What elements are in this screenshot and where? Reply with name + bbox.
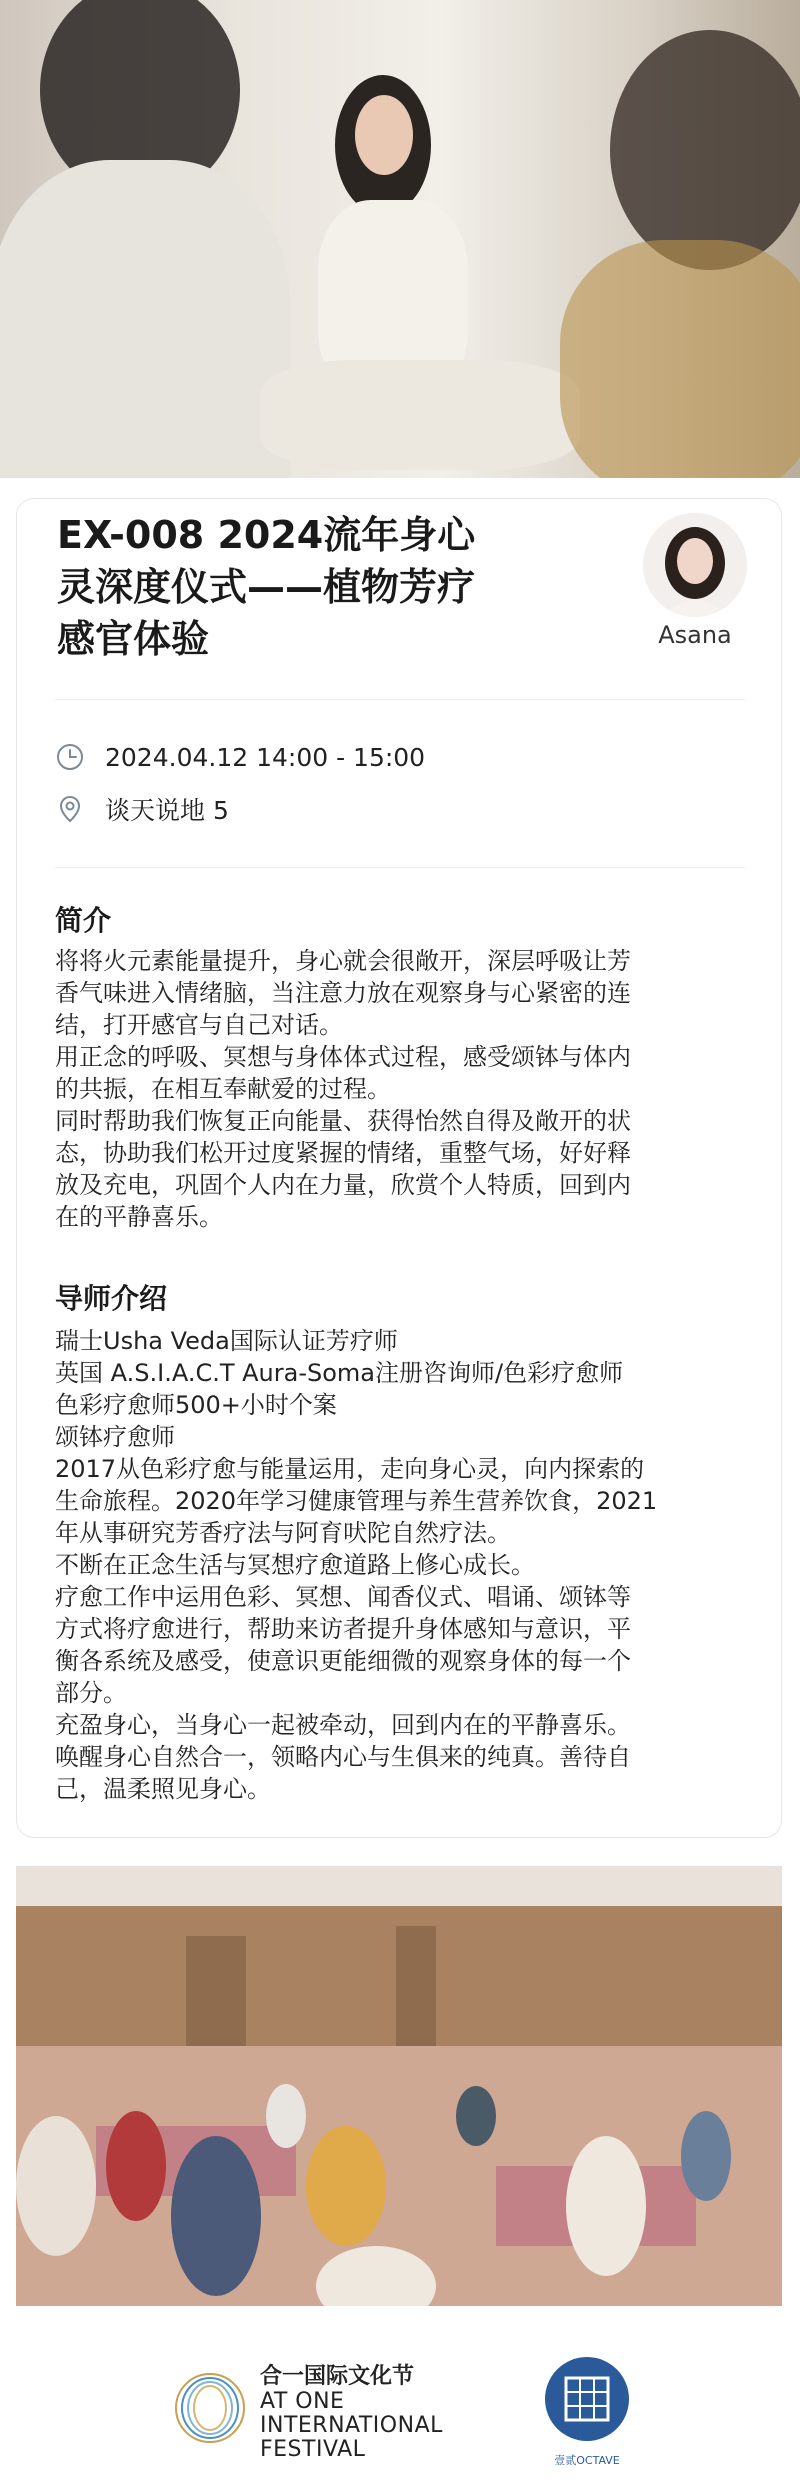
mentor-line: 年从事研究芳香疗法与阿育吠陀自然疗法。 <box>55 1519 511 1547</box>
logo-english-line: FESTIVAL <box>260 2437 366 2462</box>
location-pin-icon <box>55 794 85 824</box>
mentor-line: 己，温柔照见身心。 <box>55 1775 271 1803</box>
hero-figure-left-body <box>0 160 290 478</box>
hero-figure-right-body <box>560 240 800 478</box>
event-title <box>57 509 577 665</box>
mentor-line: 颂钵疗愈师 <box>55 1423 175 1451</box>
intro-line: 态，协助我们松开过度紧握的情绪，重整气场，好好释 <box>55 1139 631 1167</box>
mentor-line: 充盈身心，当身心一起被牵动，回到内在的平静喜乐。 <box>55 1711 631 1739</box>
location-row <box>55 791 229 827</box>
logo-english-line: AT ONE <box>260 2389 345 2414</box>
mentor-line: 生命旅程。2020年学习健康管理与养生营养饮食，2021 <box>55 1487 658 1515</box>
event-datetime: 2024.04.12 14:00 - 15:00 <box>105 742 426 772</box>
intro-line: 结，打开感官与自己对话。 <box>55 1011 343 1039</box>
mentor-text <box>55 1325 755 1805</box>
intro-heading: 简介 <box>55 904 112 937</box>
clock-icon <box>55 742 85 772</box>
mentor-heading: 导师介绍 <box>55 1282 168 1315</box>
mentor-line: 色彩疗愈师500+小时个案 <box>55 1391 337 1419</box>
event-card <box>16 498 782 1838</box>
logo-english-line: INTERNATIONAL <box>260 2413 443 2438</box>
logo-chinese-name: 合一国际文化节 <box>260 2364 415 2389</box>
event-location: 谈天说地 5 <box>105 796 229 825</box>
mentor-line: 方式将疗愈进行，帮助来访者提升身体感知与意识，平 <box>55 1615 631 1643</box>
hero-photo <box>0 0 800 478</box>
event-title-line: 感官体验 <box>57 617 210 661</box>
mentor-line: 部分。 <box>55 1679 127 1707</box>
event-title-line: EX-008 2024流年身心 <box>57 513 476 557</box>
host-avatar[interactable] <box>643 513 747 617</box>
intro-line: 将将火元素能量提升，身心就会很敞开，深层呼吸让芳 <box>55 947 631 975</box>
mentor-line: 不断在正念生活与冥想疗愈道路上修心成长。 <box>55 1551 535 1579</box>
mentor-line: 瑞士Usha Veda国际认证芳疗师 <box>55 1327 398 1355</box>
mentor-line: 疗愈工作中运用色彩、冥想、闻香仪式、唱诵、颂钵等 <box>55 1583 631 1611</box>
intro-line: 香气味进入情绪脑，当注意力放在观察身与心紧密的连 <box>55 979 631 1007</box>
datetime-row <box>55 739 425 775</box>
hero-woman-legs <box>260 360 580 470</box>
divider <box>55 699 745 700</box>
intro-text <box>55 945 755 1233</box>
host-name: Asana <box>658 621 732 649</box>
intro-line: 用正念的呼吸、冥想与身体体式过程，感受颂钵与体内 <box>55 1043 631 1071</box>
divider <box>55 867 745 868</box>
hero-woman-face <box>355 95 413 175</box>
intro-line: 同时帮助我们恢复正向能量、获得怡然自得及敞开的状 <box>55 1107 631 1135</box>
octave-logo-icon <box>542 2354 632 2444</box>
at-one-festival-logo <box>260 2364 443 2462</box>
workshop-photo <box>16 1866 782 2306</box>
octave-logo-text: 壹贰OCTAVE <box>554 2454 620 2467</box>
intro-line: 放及充电，巩固个人内在力量，欣赏个人特质，回到内 <box>55 1171 631 1199</box>
mentor-line: 衡各系统及感受，使意识更能细微的观察身体的每一个 <box>55 1647 631 1675</box>
mentor-line: 唤醒身心自然合一，领略内心与生俱来的纯真。善待自 <box>55 1743 631 1771</box>
mentor-line: 英国 A.S.I.A.C.T Aura-Soma注册咨询师/色彩疗愈师 <box>55 1359 624 1387</box>
event-title-line: 灵深度仪式——植物芳疗 <box>57 565 476 609</box>
intro-line: 在的平静喜乐。 <box>55 1203 223 1231</box>
hero-figure-right-hair <box>610 30 800 270</box>
at-one-festival-logo-icon <box>172 2358 248 2458</box>
mentor-line: 2017从色彩疗愈与能量运用，走向身心灵，向内探索的 <box>55 1455 645 1483</box>
intro-line: 的共振，在相互奉献爱的过程。 <box>55 1075 391 1103</box>
